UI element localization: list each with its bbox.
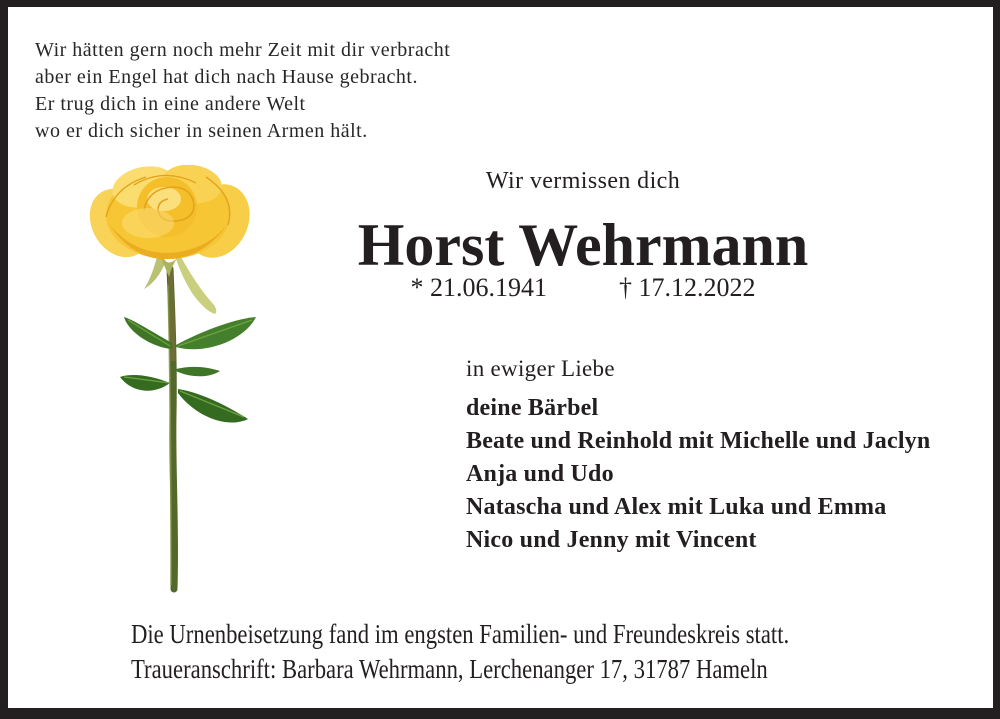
mourning-address-line (131, 652, 915, 687)
life-dates (158, 273, 1000, 303)
closing-line: in ewiger Liebe (466, 356, 615, 381)
intro-line: Wir vermissen dich (485, 168, 681, 194)
memorial-poem (35, 37, 450, 145)
deceased-name: Horst Wehrmann (357, 212, 809, 278)
burial-info-text: Die Urnenbeisetzung fand im engsten Familien- und Freundeskreis statt. (131, 619, 790, 649)
poem-line: wo er dich sicher in seinen Armen hält. (35, 120, 368, 142)
poem-line: Wir hätten gern noch mehr Zeit mit dir verbracht (35, 39, 451, 61)
mourning-address-text: Traueranschrift: Barbara Wehrmann, Lerchenanger 17, 31787 Hameln (131, 654, 768, 684)
footer-info (131, 617, 915, 687)
mourner-line: deine Bärbel (466, 395, 599, 421)
death-date: † 17.12.2022 (619, 273, 756, 302)
burial-info-line (131, 617, 915, 652)
mourners-list (466, 392, 930, 557)
poem-line: Er trug dich in eine andere Welt (35, 93, 306, 115)
mourner-line: Beate und Reinhold mit Michelle und Jaclyn (466, 428, 931, 454)
mourner-line: Natascha und Alex mit Luka und Emma (466, 494, 887, 520)
mourner-line: Anja und Udo (466, 461, 614, 487)
mourner-line: Nico und Jenny mit Vincent (466, 527, 757, 553)
birth-date: * 21.06.1941 (410, 273, 547, 302)
poem-line: aber ein Engel hat dich nach Hause gebracht. (35, 66, 418, 88)
